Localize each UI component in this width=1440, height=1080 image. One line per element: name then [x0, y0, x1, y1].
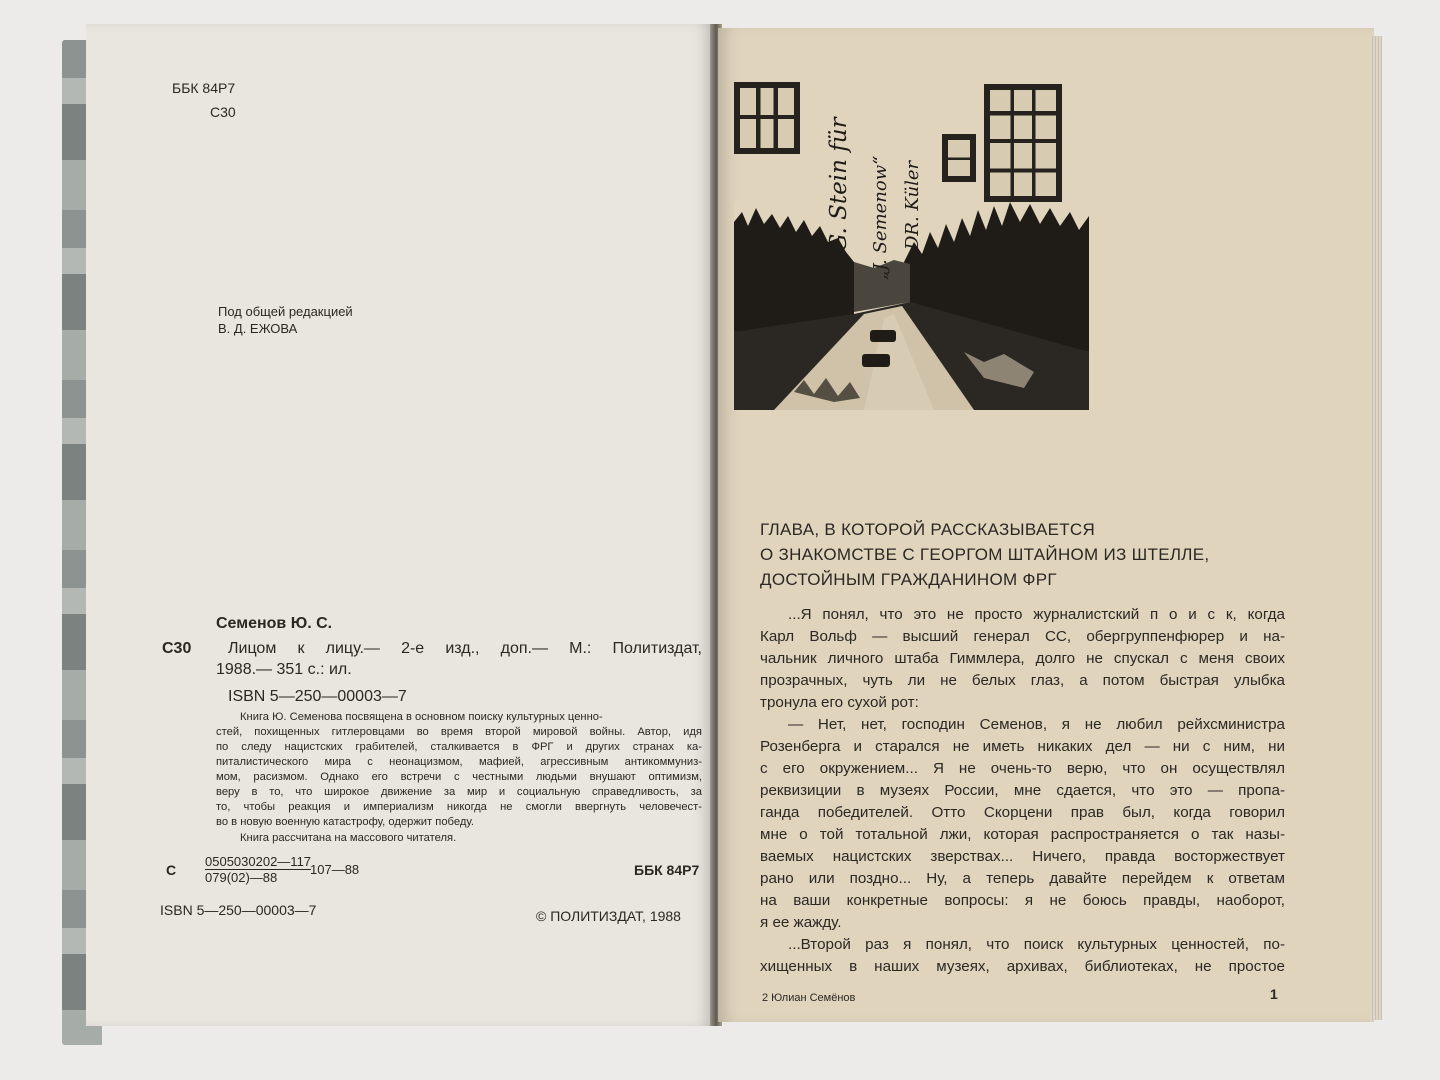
annotation-line: во в новую военную катастрофу, одержит победу.	[216, 816, 474, 828]
body-line: ганда победителей. Отто Скорцени прав был, когда говорил	[760, 804, 1285, 821]
page-number: 1	[1270, 986, 1278, 1002]
annotation-line: веру в то, что широкое движение за мир и социальную справедливость, за	[216, 786, 702, 798]
body-line: тронула его сухой рот:	[760, 694, 919, 711]
window-sketch-middle	[942, 134, 976, 182]
chapter-title-line: ДОСТОЙНЫМ ГРАЖДАНИНОМ ФРГ	[760, 570, 1057, 589]
biblio-line-2: 1988.— 351 с.: ил.	[216, 661, 352, 678]
page-edges	[1370, 36, 1382, 1020]
isbn-main: ISBN 5—250—00003—7	[228, 688, 407, 705]
catalog-index-side: С30	[162, 640, 192, 657]
audience-line: Книга рассчитана на массового читателя.	[240, 832, 457, 844]
bbk-code-bottom: ББК 84Р7	[634, 862, 700, 878]
annotation-line: по следу нацистских грабителей, сталкивается в ФРГ и других странах ка-	[216, 741, 702, 753]
copyright-line: © ПОЛИТИЗДАТ, 1988	[536, 908, 681, 924]
footer-signature-mark: 2 Юлиан Семёнов	[762, 992, 856, 1004]
body-line: чальник личного штаба Гиммлера, долго не спускал с меня своих	[760, 650, 1285, 667]
catalog-index-top: С30	[210, 104, 236, 120]
body-line: рано или поздно... Ну, а теперь давайте перейдем к ответам	[760, 870, 1285, 887]
body-line: Карл Вольф — высший генерал СС, обергруппенфюрер и на-	[760, 628, 1285, 645]
annotation-line: стей, похищенных гитлеровцами во время второй мировой войны. Автор, идя	[216, 726, 702, 738]
body-line: Розенберга и старался не иметь никаких дел — ни с ним, ни	[760, 738, 1285, 755]
body-line: прозрачных, чуть ли не белых глаз, а потом быстрая улыбка	[760, 672, 1285, 689]
bbk-code-top: ББК 84Р7	[172, 80, 236, 96]
window-sketch-small	[734, 82, 800, 154]
body-line: ...Второй раз я понял, что поиск культурных ценностей, по-	[788, 936, 1285, 953]
code-numerator: 0505030202—117	[205, 854, 312, 869]
author-heading: Семенов Ю. С.	[216, 615, 333, 632]
body-line: мне о той тотальной лжи, которая распространяется о так назы-	[760, 826, 1285, 843]
annotation-line: мом, расизмом. Однако его встречи с честными людьми внушают оптимизм,	[216, 771, 702, 783]
editor-name: В. Д. ЕЖОВА	[218, 321, 298, 336]
body-line: я ее жажду.	[760, 914, 842, 931]
autograph-line-1: G. Stein für	[826, 117, 852, 252]
code-letter: С	[166, 862, 177, 878]
code-suffix: 107—88	[310, 862, 360, 877]
chapter-title-line: ГЛАВА, В КОТОРОЙ РАССКАЗЫВАЕТСЯ	[760, 520, 1096, 539]
biblio-line-1: Лицом к лицу.— 2-е изд., доп.— М.: Политиздат,	[228, 640, 702, 657]
body-line: хищенных в наших музеях, архивах, библиотеках, не простое	[760, 958, 1285, 975]
body-line: ...Я понял, что это не просто журналистский п о и с к, когда	[788, 606, 1285, 623]
annotation-line: питалистического мира с неонацизмом, мафией, агрессивным антикоммуниз-	[216, 756, 702, 768]
code-denominator: 079(02)—88	[205, 870, 278, 885]
isbn-bottom: ISBN 5—250—00003—7	[160, 902, 317, 918]
body-line: ваемых нацистских зверствах... Ничего, правда восторжествует	[760, 848, 1285, 865]
autograph-line-2: „J. Semenow“	[870, 155, 891, 280]
left-page	[86, 24, 714, 1026]
chapter-illustration	[734, 82, 1089, 410]
body-line: на ваши конкретные вопросы: я не боюсь правды, наоборот,	[760, 892, 1285, 909]
autograph-line-3: DR. Küler	[902, 160, 923, 250]
body-line: — Нет, нет, господин Семенов, я не любил рейхсминистра	[788, 716, 1285, 733]
annotation-line: то, чтобы реакция и империализм никогда не смогли ввергнуть человечест-	[216, 801, 702, 813]
editor-label: Под общей редакцией	[218, 304, 353, 319]
window-sketch-tall	[984, 84, 1062, 202]
chapter-title-line: О ЗНАКОМСТВЕ С ГЕОРГОМ ШТАЙНОМ ИЗ ШТЕЛЛЕ,	[760, 545, 1210, 564]
body-line: реквизиции в музеях России, мне сдается, что это — пропа-	[760, 782, 1285, 799]
body-line: с его окружением... Я не очень-то верю, что он осуществлял	[760, 760, 1285, 777]
annotation-line: Книга Ю. Семенова посвящена в основном поиску культурных ценно-	[240, 711, 603, 723]
